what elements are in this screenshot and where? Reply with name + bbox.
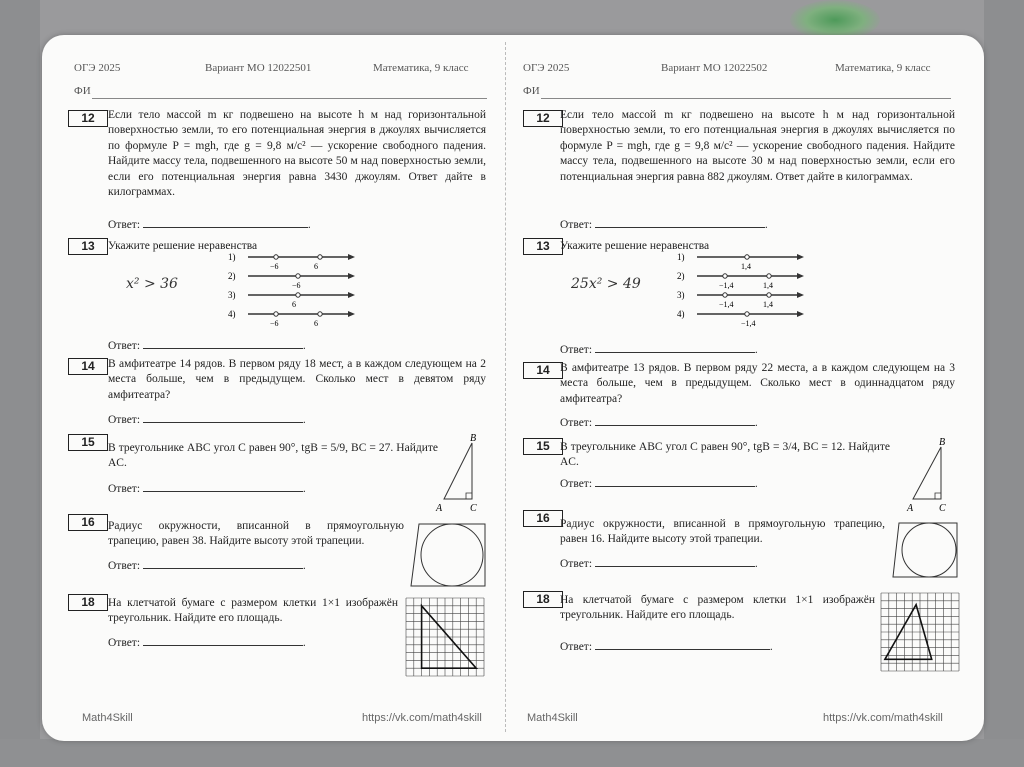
arrow-icon [797, 292, 804, 298]
arrow-icon [797, 254, 804, 260]
footer-link[interactable]: https://vk.com/math4skill [362, 712, 482, 724]
answer-line[interactable] [143, 338, 303, 349]
tick-point [745, 312, 749, 316]
worksheet-sheet [42, 35, 984, 741]
answer-line[interactable] [143, 481, 303, 492]
task-number-15: 15 [68, 434, 108, 451]
option-label: 4) [677, 309, 685, 319]
task-15-text: В треугольнике ABC угол C равен 90°, tgB = 3/4, BC = 12. Найдите AC. [560, 441, 890, 469]
tick-point [723, 274, 727, 278]
footer-brand: Math4Skill [527, 712, 578, 724]
task-number-15: 15 [523, 438, 563, 455]
task-13-number-lines [677, 251, 817, 331]
subject-label: Математика, 9 класс [835, 62, 931, 74]
option-label: 3) [228, 290, 236, 300]
page-divider [505, 42, 506, 732]
tick-label: 1,4 [763, 281, 773, 290]
task-12-answer: Ответ: . [108, 219, 311, 231]
task-13-answer: Ответ: . [560, 344, 758, 356]
tick-label: 1,4 [741, 262, 751, 271]
tick-label: 1,4 [763, 300, 773, 309]
vertex-b-label: B [939, 437, 946, 448]
option-label: 3) [677, 290, 685, 300]
answer-line[interactable] [143, 635, 303, 646]
tick-point [767, 293, 771, 297]
task-number-16: 16 [68, 514, 108, 531]
task-16-text: Радиус окружности, вписанной в прямоугольную трапецию, равен 38. Найдите высоту этой трапеции. [108, 520, 404, 548]
fi-input-line[interactable] [92, 98, 487, 99]
task-14-text: В амфитеатре 13 рядов. В первом ряду 22 места, а в каждом следующем на 3 места больше, чем в предыдущем. Сколько мест в одиннадцатом ряду амфитеатра? [560, 362, 955, 405]
option-label: 4) [228, 309, 236, 319]
task-14-answer: Ответ: . [560, 417, 758, 429]
variant-label: Вариант МО 12022501 [205, 62, 312, 74]
answer-line[interactable] [595, 342, 755, 353]
task-16-trapezoid-figure [411, 520, 491, 590]
tick-label: −1,4 [719, 300, 734, 309]
tick-point [745, 255, 749, 259]
answer-line[interactable] [595, 415, 755, 426]
tick-label: 6 [292, 300, 296, 309]
tick-label: 6 [314, 319, 318, 328]
background-frame-left [0, 0, 40, 767]
task-number-12: 12 [523, 110, 563, 127]
fi-label: ФИ [74, 85, 91, 97]
tick-point [296, 293, 300, 297]
vertex-b-label: B [470, 433, 477, 444]
task-16-answer: Ответ: . [108, 560, 306, 572]
option-label: 1) [677, 252, 685, 262]
arrow-icon [797, 311, 804, 317]
answer-line[interactable] [595, 476, 755, 487]
tick-point [296, 274, 300, 278]
right-page [505, 35, 984, 741]
task-16-text: Радиус окружности, вписанной в прямоугольную трапецию, равен 16. Найдите высоту этой трапеции. [560, 518, 885, 546]
task-12-text: Если тело массой m кг подвешено на высоте h м над горизонтальной поверхностью земли, то его потенциальная энергия в джоулях вычисляется по формуле P = mgh, где g = 9,8 м/с² — ускорение свободного падения. Найдите массу тела, подвешенного на высоте 30 м над поверхностью земли, если его потенциальная энергия равна 882 джоулям. Ответ дайте в килограммах. [560, 109, 955, 183]
task-18-text: На клетчатой бумаге с размером клетки 1×1 изображён треугольник. Найдите его площадь. [560, 594, 875, 622]
answer-line[interactable] [595, 556, 755, 567]
task-13-inequality: 25x² > 49 [571, 276, 641, 292]
answer-line[interactable] [143, 412, 303, 423]
vertex-c-label: C [470, 503, 477, 514]
arrow-icon [348, 273, 355, 279]
task-15-text: В треугольнике ABC угол C равен 90°, tgB = 5/9, BC = 27. Найдите AC. [108, 442, 438, 470]
task-number-13: 13 [523, 238, 563, 255]
tick-point [274, 255, 278, 259]
task-18-grid-figure [881, 593, 961, 673]
answer-line[interactable] [143, 217, 308, 228]
task-16-answer: Ответ: . [560, 558, 758, 570]
arrow-icon [797, 273, 804, 279]
tick-label: 6 [314, 262, 318, 271]
option-label: 1) [228, 252, 236, 262]
task-18-answer: Ответ: . [560, 641, 773, 653]
task-number-18: 18 [523, 591, 563, 608]
footer-brand: Math4Skill [82, 712, 133, 724]
fi-input-line[interactable] [541, 98, 951, 99]
arrow-icon [348, 254, 355, 260]
tick-point [318, 255, 322, 259]
task-13-number-lines [228, 251, 368, 331]
arrow-icon [348, 311, 355, 317]
tick-point [274, 312, 278, 316]
option-label: 2) [677, 271, 685, 281]
tick-label: −1,4 [741, 319, 756, 328]
tick-label: −6 [270, 319, 279, 328]
task-13-inequality: x² > 36 [126, 276, 178, 292]
vertex-a-label: A [907, 503, 914, 514]
arrow-icon [348, 292, 355, 298]
tick-point [318, 312, 322, 316]
task-13-text: Укажите решение неравенства [560, 240, 710, 252]
task-18-grid-figure [406, 598, 486, 678]
exam-label: ОГЭ 2025 [74, 62, 121, 74]
tick-label: −6 [292, 281, 301, 290]
task-14-text: В амфитеатре 14 рядов. В первом ряду 18 мест, а в каждом следующем на 2 места больше, чем в предыдущем. Сколько мест в девятом ряду амфитеатра? [108, 358, 486, 401]
task-number-13: 13 [68, 238, 108, 255]
background-blur [790, 0, 880, 40]
task-number-14: 14 [68, 358, 108, 375]
task-number-14: 14 [523, 362, 563, 379]
task-number-18: 18 [68, 594, 108, 611]
tick-point [723, 293, 727, 297]
task-18-answer: Ответ: . [108, 637, 306, 649]
task-number-16: 16 [523, 510, 563, 527]
vertex-a-label: A [436, 503, 443, 514]
vertex-c-label: C [939, 503, 946, 514]
background-frame-bottom [0, 739, 1024, 767]
subject-label: Математика, 9 класс [373, 62, 469, 74]
task-15-triangle [436, 435, 486, 515]
answer-line[interactable] [595, 639, 770, 650]
variant-label: Вариант МО 12022502 [661, 62, 768, 74]
task-15-triangle [907, 437, 957, 517]
answer-line[interactable] [595, 217, 765, 228]
task-number-12: 12 [68, 110, 108, 127]
task-12-text: Если тело массой m кг подвешено на высоте h м над горизонтальной поверхностью земли, то его потенциальная энергия в джоулях вычисляется по формуле P = mgh, где g = 9,8 м/с² — ускорение свободного падения. Найдите массу тела, подвешенного на высоте 50 м над поверхностью земли, если его потенциальная энергия равна 3430 джоулям. Ответ дайте в килограммах. [108, 109, 486, 199]
task-18-text: На клетчатой бумаге с размером клетки 1×1 изображён треугольник. Найдите его площадь. [108, 597, 398, 625]
task-14-answer: Ответ: . [108, 414, 306, 426]
tick-label: −6 [270, 262, 279, 271]
task-13-text: Укажите решение неравенства [108, 240, 258, 252]
task-15-answer: Ответ: . [560, 478, 758, 490]
answer-line[interactable] [143, 558, 303, 569]
left-page [42, 35, 505, 741]
footer-link[interactable]: https://vk.com/math4skill [823, 712, 943, 724]
task-12-answer: Ответ: . [560, 219, 768, 231]
tick-point [767, 274, 771, 278]
background-frame-right [984, 0, 1024, 767]
task-16-trapezoid-figure [893, 520, 963, 580]
tick-label: −1,4 [719, 281, 734, 290]
exam-label: ОГЭ 2025 [523, 62, 570, 74]
task-15-answer: Ответ: . [108, 483, 306, 495]
option-label: 2) [228, 271, 236, 281]
fi-label: ФИ [523, 85, 540, 97]
task-13-answer: Ответ: . [108, 340, 306, 352]
